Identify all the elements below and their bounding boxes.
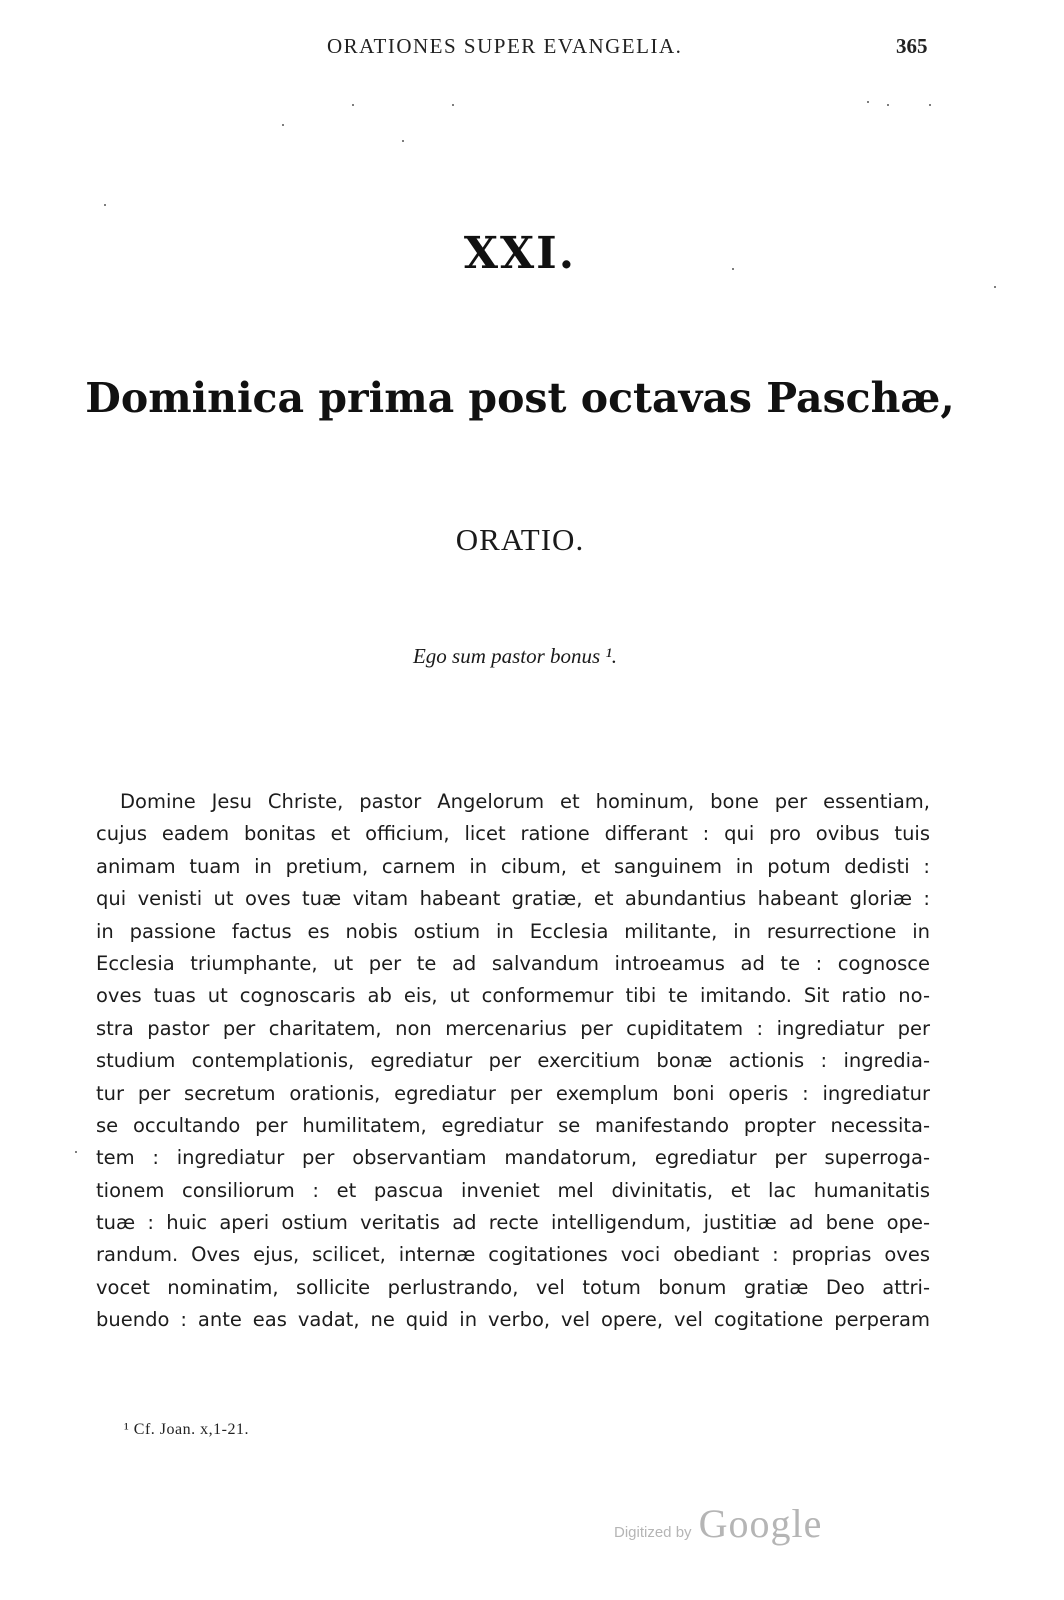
body-line: buendo : ante eas vadat, ne quid in verbo, vel opere, vel cogitatione perperam [96, 1308, 930, 1332]
body-line: studium contemplationis, egrediatur per exercitium bonæ actionis : ingredia- [96, 1049, 930, 1073]
scan-speck [887, 104, 889, 106]
chapter-title: Dominica prima post octavas Paschæ, [85, 374, 955, 422]
body-line: cujus eadem bonitas et officium, licet ratione differant : qui pro ovibus tuis [96, 822, 930, 846]
footnote: ¹ Cf. Joan. x,1-21. [124, 1421, 249, 1438]
epigraph: Ego sum pastor bonus ¹. [412, 644, 618, 668]
running-header [0, 34, 1064, 64]
body-line: randum. Oves ejus, scilicet, internæ cogitationes voci obediant : proprias oves [96, 1243, 930, 1267]
section-heading: ORATIO. [455, 522, 585, 557]
scan-speck [994, 286, 996, 288]
body-line: tuæ : huic aperi ostium veritatis ad recte intelligendum, justitiæ ad bene ope- [96, 1211, 930, 1235]
body-line: oves tuas ut cognoscaris ab eis, ut conformemur tibi te imitando. Sit ratio no- [96, 984, 930, 1008]
body-line: qui venisti ut oves tuæ vitam habeant gratiæ, et abundantius habeant gloriæ : [96, 887, 930, 911]
body-line: stra pastor per charitatem, non mercenarius per cupiditatem : ingrediatur per [96, 1016, 930, 1040]
body-line: animam tuam in pretium, carnem in cibum, et sanguinem in potum dedisti : [96, 854, 930, 878]
scan-speck [402, 140, 404, 142]
running-title: ORATIONES SUPER EVANGELIA. [327, 34, 683, 58]
body-line: Domine Jesu Christe, pastor Angelorum et hominum, bone per essentiam, [120, 790, 930, 813]
scan-speck [104, 204, 106, 206]
scan-speck [352, 104, 354, 106]
scan-speck [282, 124, 284, 126]
scan-speck [452, 104, 454, 106]
body-line: in passione factus es nobis ostium in Ecclesia militante, in resurrectione in [96, 919, 930, 943]
body-line: vocet nominatim, sollicite perlustrando, vel totum bonum gratiæ Deo attri- [96, 1275, 930, 1299]
watermark-brand: Google [698, 1501, 823, 1546]
scan-speck [732, 268, 734, 270]
body-line: se occultando per humilitatem, egrediatur se manifestando propter necessita- [96, 1113, 930, 1137]
page-number: 365 [896, 34, 928, 58]
prayer-body [96, 786, 930, 1337]
scan-speck [867, 101, 869, 103]
scan-speck [75, 1151, 77, 1153]
body-line: tionem consiliorum : et pascua inveniet mel divinitatis, et lac humanitatis [96, 1178, 930, 1202]
digitized-watermark [614, 1500, 822, 1547]
scan-speck [929, 104, 931, 106]
body-line: Ecclesia triumphante, ut per te ad salvandum introeamus ad te : cognosce [96, 951, 930, 975]
body-line: tem : ingrediatur per observantiam mandatorum, egrediatur per superroga- [96, 1146, 930, 1170]
watermark-prefix: Digitized by [614, 1524, 692, 1541]
body-line: tur per secretum orationis, egrediatur per exemplum boni operis : ingrediatur [96, 1081, 930, 1105]
chapter-number: XXI. [463, 228, 577, 279]
